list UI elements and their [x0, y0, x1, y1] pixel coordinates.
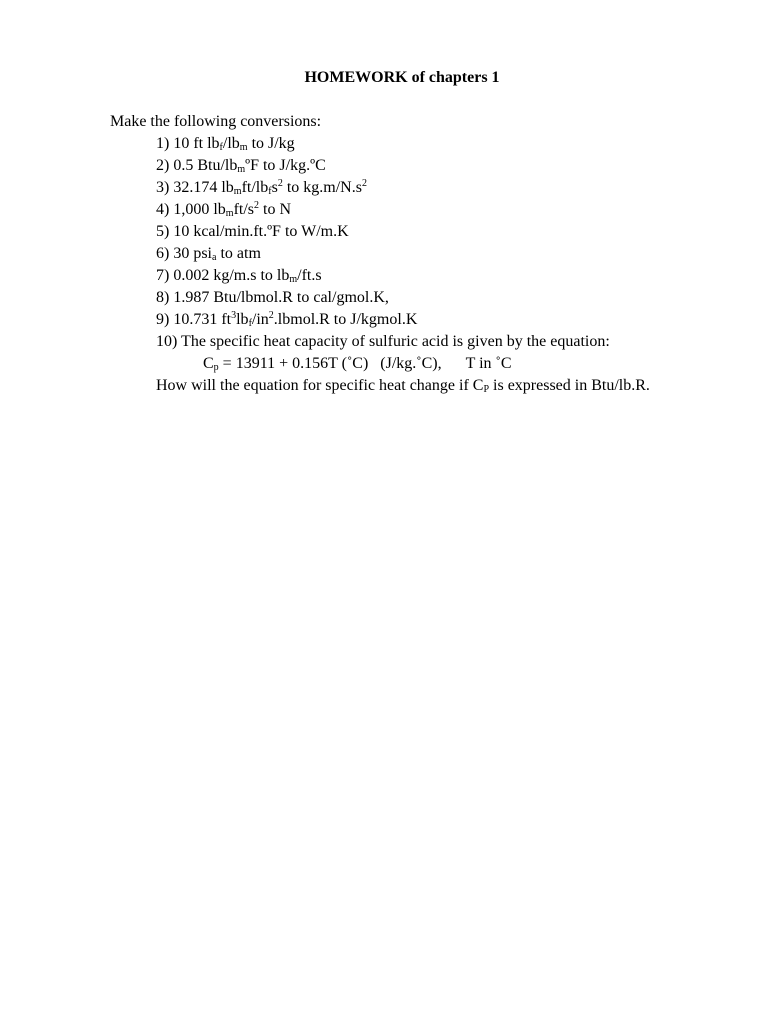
list-item: 1) 10 ft $lb_f/lb_m$ to J/kg: [156, 135, 295, 153]
list-item: 4) 1,000 $lb_mft/s^2$ to N: [156, 200, 292, 219]
document-title: HOMEWORK of chapters 1: [304, 69, 500, 86]
list-item: 5) 10 kcal/min.ft.ºF to W/m.K: [156, 223, 349, 240]
list-item: 6) 30 psi$_a$ to atm: [156, 245, 261, 263]
question-line: How will the equation for specific heat change if $C_P$ is expressed in Btu/lb.R.: [156, 377, 650, 395]
list-item: 10) The specific heat capacity of sulfuric acid is given by the equation:: [156, 333, 610, 350]
equation-line: $C_p = 13911 + 0.156T$ (˚C) (J/kg.˚C), T in ˚C: [203, 355, 512, 373]
list-item: 7) 0.002 kg/m.s to $lb_m/ft.s$: [156, 267, 322, 285]
list-item: 9) 10.731 $ft^3lb_f/in^2.lbmol.R$ to J/kgmol.K: [156, 310, 418, 329]
list-item: 8) 1.987 Btu/lbmol.R to cal/gmol.K,: [156, 289, 389, 306]
list-item: 2) 0.5 Btu/$lb_mºF$ to J/kg.ºC: [156, 157, 326, 175]
intro-text: Make the following conversions:: [110, 113, 322, 130]
conversion-list: [156, 134, 650, 398]
list-item: 3) 32.174 $lb_mft/lb_fs^2$ to $kg.m/N.s^2$: [156, 178, 367, 197]
